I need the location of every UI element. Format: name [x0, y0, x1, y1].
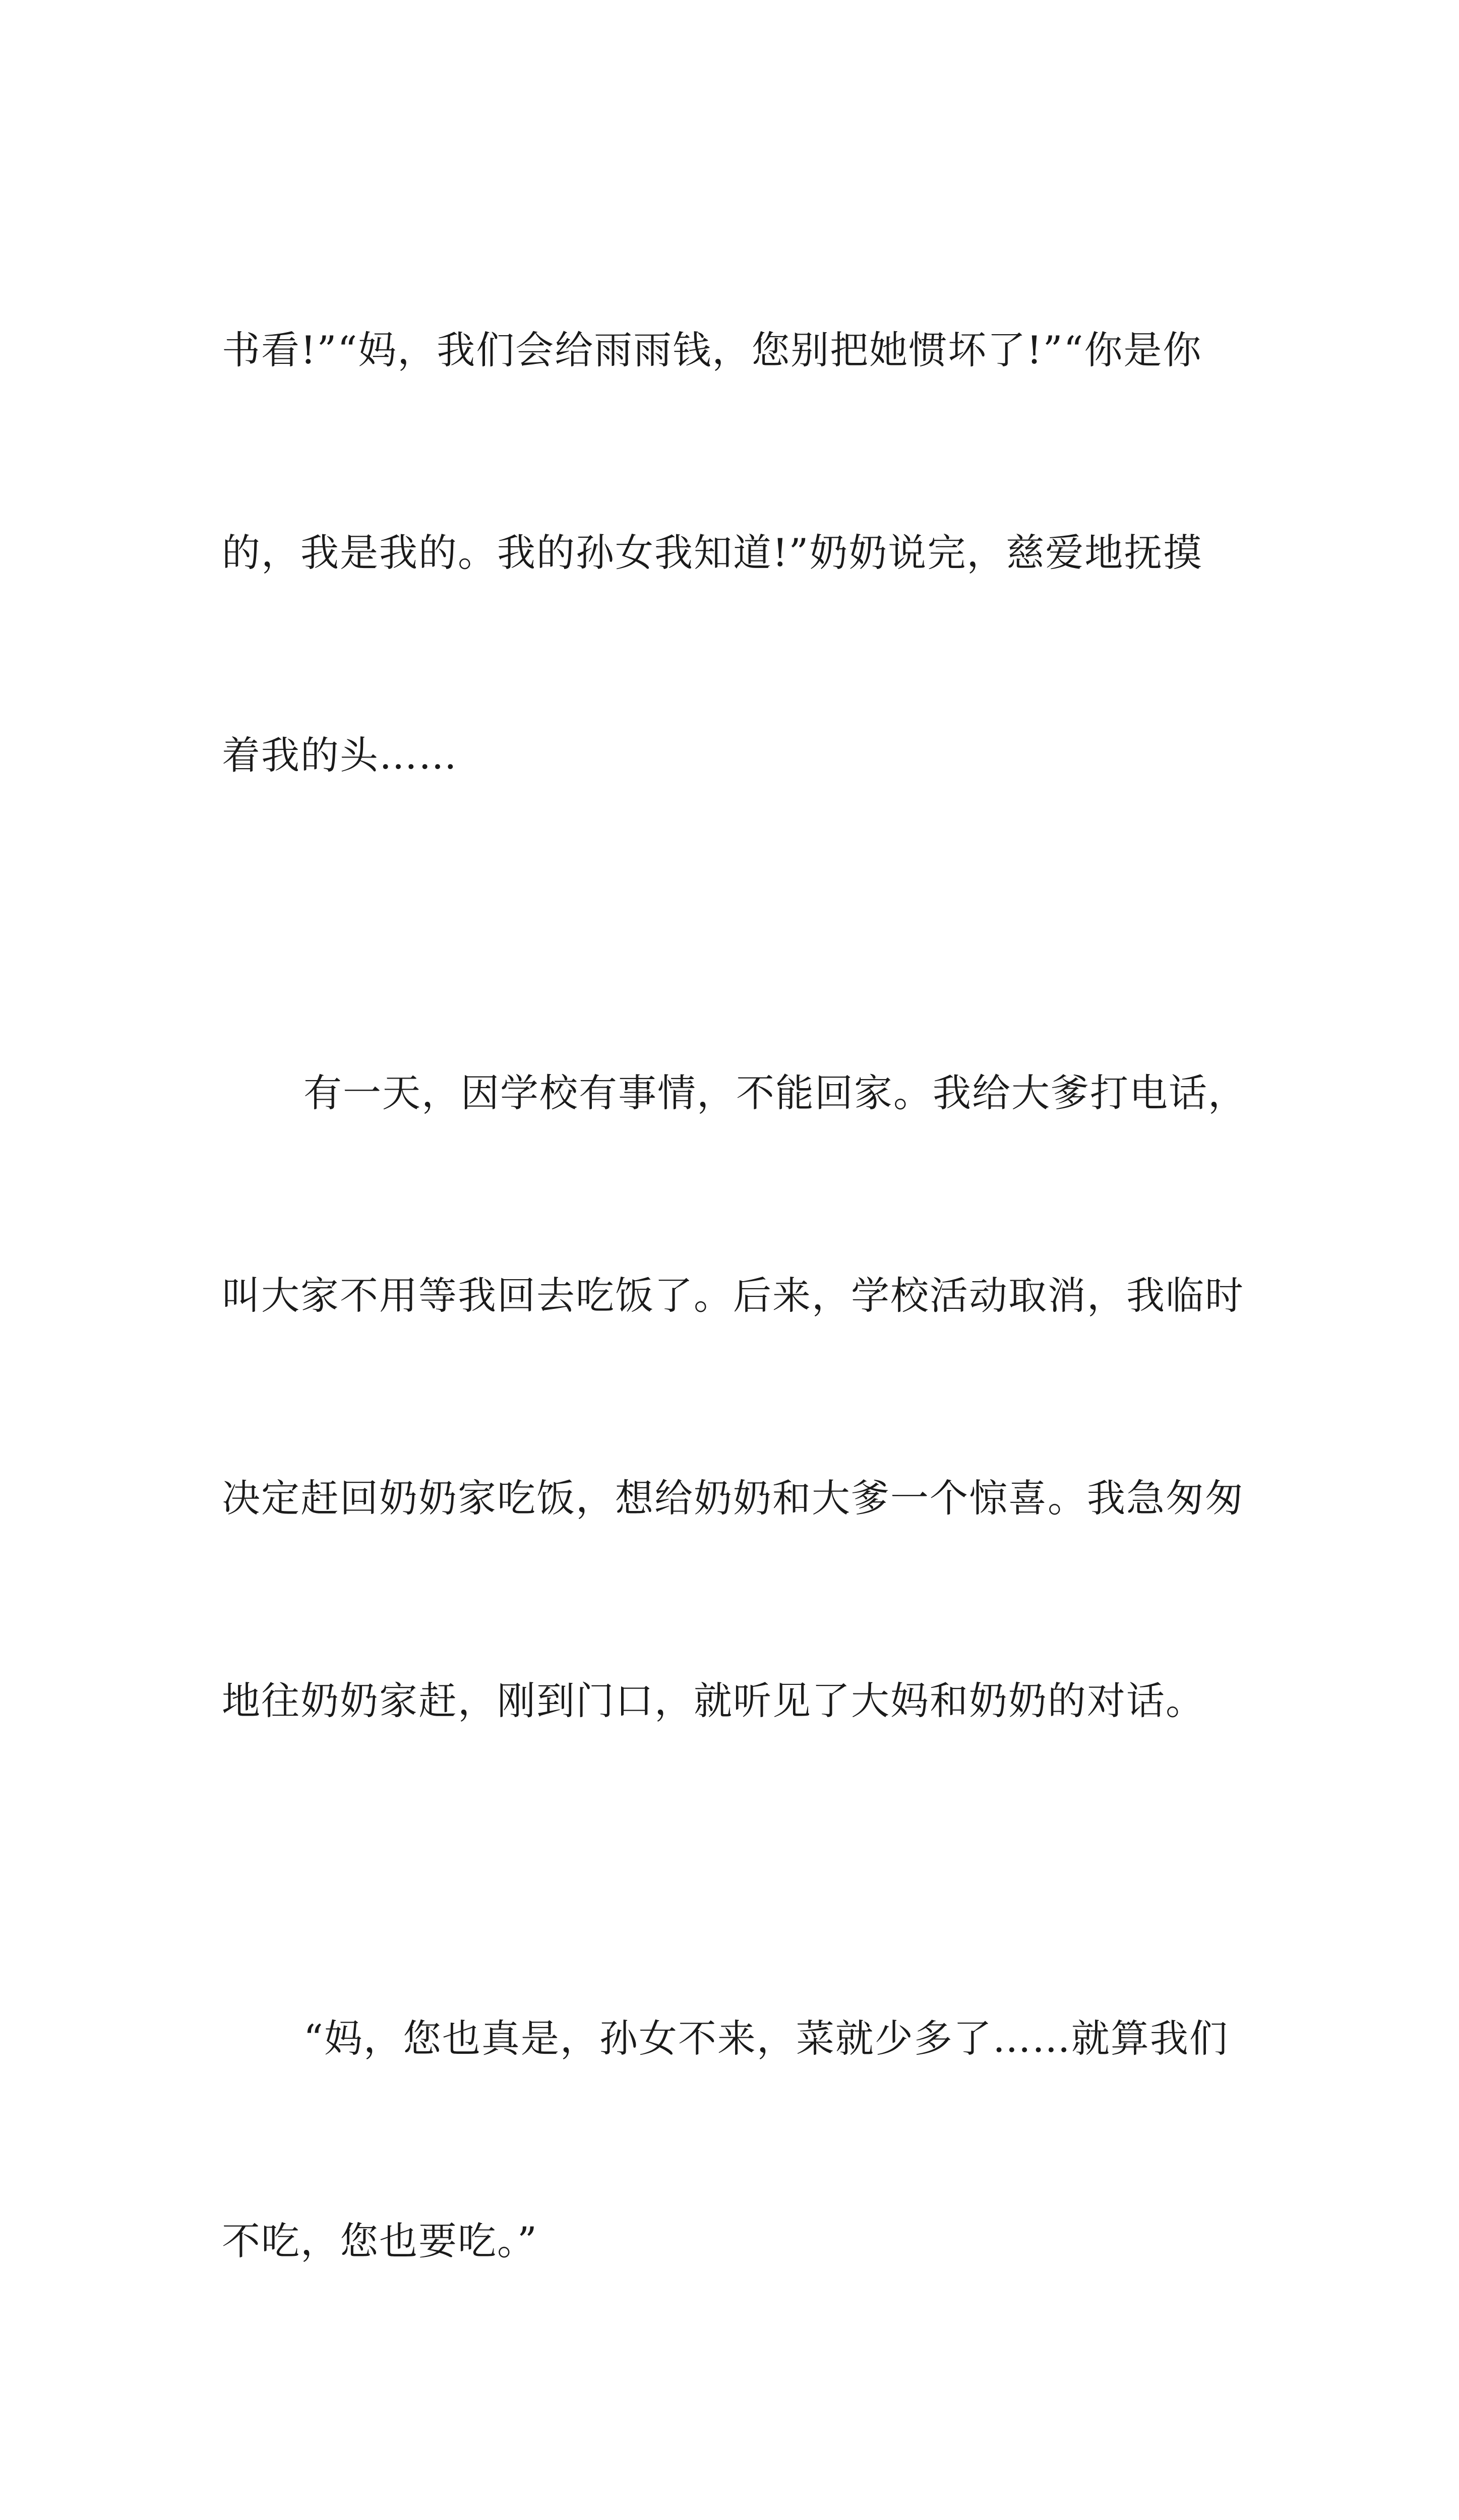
paragraph-line: 地往奶奶家赶，刚到门口，就听见了大妈和奶奶的对话。: [222, 1678, 1205, 1723]
paragraph-line: 叫大家不用等我回去吃饭了。后来，学校活动取消，我临时: [222, 1273, 1244, 1318]
paragraph-line: “妈，您也真是，孙女不来，菜就少多了……就算我们: [303, 2016, 1229, 2061]
paragraph-line: 决定赶回奶奶家吃饭，想给奶奶和大爹一个惊喜。我急匆匆: [222, 1476, 1244, 1521]
paragraph-3: [222, 1870, 1250, 2410]
paragraph-line: 书看!”“妈，我们会给雨雨钱，您别把她惯坏了!”“你是你: [222, 328, 1202, 372]
paragraph-line: 着我的头……: [222, 733, 458, 778]
paragraph-line: 不吃，您也要吃。”: [222, 2219, 538, 2263]
paragraph-4: [222, 2410, 1250, 2520]
paragraph-line: 有一天，因学校有事情，不能回家。我给大爹打电话，: [303, 1070, 1247, 1115]
document-body: [222, 181, 1250, 2520]
paragraph-line: 的，我是我的。我的孙女我知道!”奶奶说完，慈爱地抚摸: [222, 530, 1203, 575]
paragraph-2: [222, 924, 1250, 1870]
paragraph-1: [222, 181, 1250, 924]
